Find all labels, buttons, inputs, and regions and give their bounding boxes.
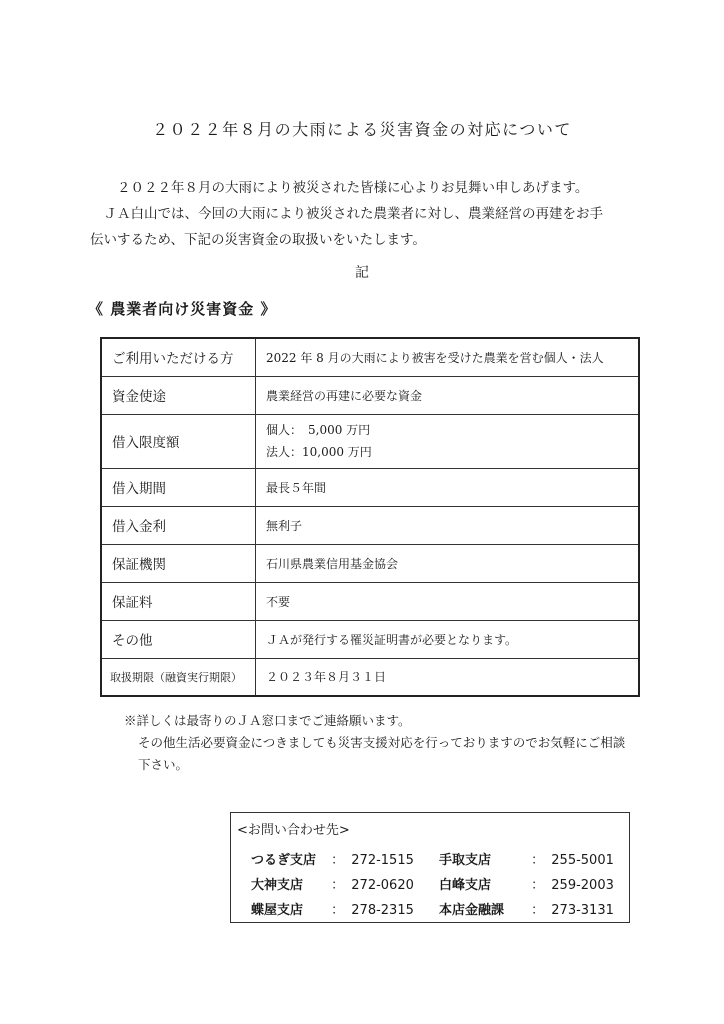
- table-row: [101, 506, 639, 544]
- row-label-guarantor: 保証機関: [101, 544, 256, 582]
- contact-row: [439, 899, 614, 918]
- branch-name: 蝶屋支店: [251, 903, 304, 918]
- row-value-guarantee-fee: 不要: [256, 582, 640, 620]
- table-row: [101, 414, 639, 468]
- table-row: [101, 658, 639, 696]
- row-value-rate: 無利子: [256, 506, 640, 544]
- branch-name: 大神支店: [251, 878, 304, 893]
- row-value-other: ＪＡが発行する罹災証明書が必要となります。: [256, 620, 640, 658]
- document-title: ２０２２年８月の大雨による災害資金の対応について: [152, 120, 572, 139]
- intro-paragraph: [90, 175, 650, 253]
- notes: [124, 710, 644, 776]
- row-value-eligible: 2022 年 8 月の大雨により被害を受けた農業を営む個人・法人: [256, 338, 640, 376]
- ki-mark: 記: [355, 265, 369, 281]
- branch-colon: ：: [331, 903, 345, 918]
- row-label-eligible: ご利用いただける方: [101, 338, 256, 376]
- contact-box: [230, 812, 630, 923]
- note-line-3: 下さい。: [138, 757, 189, 772]
- limit-corporate: 法人：10,000 万円: [266, 445, 372, 459]
- row-label-deadline: 取扱期限（融資実行期限）: [101, 658, 256, 696]
- branch-phone: 255-5001: [551, 853, 614, 868]
- row-label-guarantee-fee: 保証料: [101, 582, 256, 620]
- row-label-period: 借入期間: [101, 468, 256, 506]
- table-row: [101, 468, 639, 506]
- contact-row: [439, 849, 614, 868]
- branch-colon: ：: [531, 878, 545, 893]
- branch-name: つるぎ支店: [251, 853, 317, 868]
- branch-colon: ：: [531, 853, 545, 868]
- branch-name: 手取支店: [439, 853, 492, 868]
- branch-phone: 273-3131: [551, 903, 614, 918]
- contact-heading: <お問い合わせ先>: [237, 823, 350, 838]
- contact-row: [439, 874, 614, 893]
- note-line-2: その他生活必要資金につきましても災害支援対応を行っておりますのでお気軽にご相談: [138, 735, 626, 750]
- branch-name: 本店金融課: [439, 903, 505, 918]
- branch-phone: 278-2315: [351, 903, 414, 918]
- row-label-rate: 借入金利: [101, 506, 256, 544]
- branch-phone: 272-1515: [351, 853, 414, 868]
- table-row: [101, 338, 639, 376]
- branch-colon: ：: [531, 903, 545, 918]
- contact-row: [251, 874, 414, 893]
- section-heading: 《 農業者向け災害資金 》: [88, 300, 277, 318]
- row-value-period: 最長５年間: [256, 468, 640, 506]
- row-value-limit: [256, 414, 640, 468]
- loan-info-table: [100, 337, 640, 697]
- table-row: [101, 544, 639, 582]
- branch-colon: ：: [331, 878, 345, 893]
- table-row: [101, 620, 639, 658]
- branch-phone: 272-0620: [351, 878, 414, 893]
- limit-individual: 個人： 5,000 万円: [266, 423, 371, 437]
- table-row: [101, 376, 639, 414]
- branch-name: 白峰支店: [439, 878, 492, 893]
- intro-line-3: 伝いするため、下記の災害資金の取扱いをいたします。: [90, 232, 426, 248]
- note-line-1: ※詳しくは最寄りのＪＡ窓口までご連絡願います。: [124, 713, 411, 728]
- row-value-guarantor: 石川県農業信用基金協会: [256, 544, 640, 582]
- contact-row: [251, 849, 414, 868]
- row-label-purpose: 資金使途: [101, 376, 256, 414]
- row-label-limit: 借入限度額: [101, 414, 256, 468]
- row-value-purpose: 農業経営の再建に必要な資金: [256, 376, 640, 414]
- intro-line-2: ＪＡ白山では、今回の大雨により被災された農業者に対し、農業経営の再建をお手: [103, 206, 603, 222]
- row-value-deadline: ２０２３年８月３１日: [256, 658, 640, 696]
- row-label-other: その他: [101, 620, 256, 658]
- branch-colon: ：: [331, 853, 345, 868]
- branch-phone: 259-2003: [551, 878, 614, 893]
- intro-line-1: ２０２２年８月の大雨により被災された皆様に心よりお見舞い申しあげます。: [117, 180, 589, 196]
- contact-row: [251, 899, 414, 918]
- table-row: [101, 582, 639, 620]
